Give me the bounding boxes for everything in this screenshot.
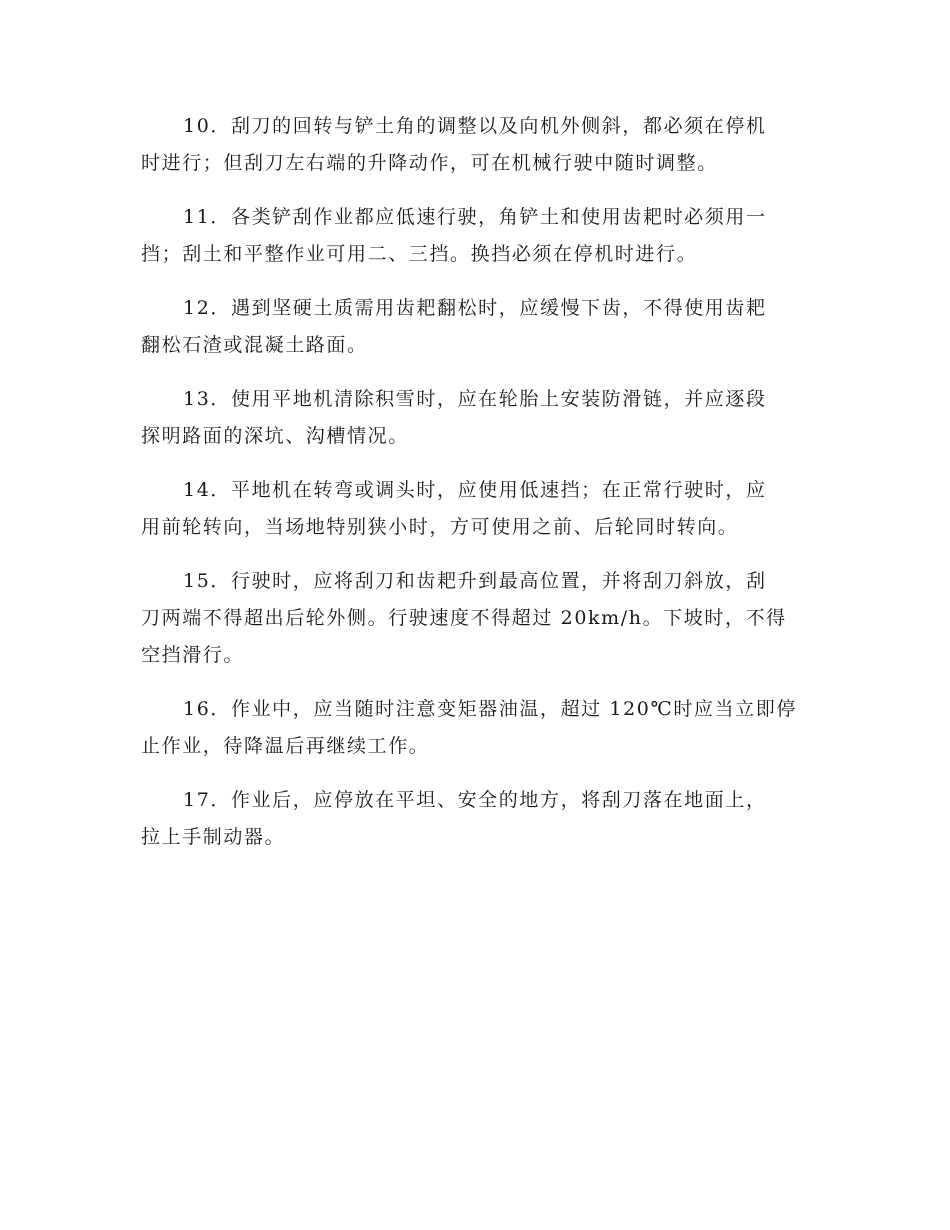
document-body [141,108,813,873]
paragraph-line: 止作业，待降温后再继续工作。 [141,735,430,757]
paragraph-line: 拉上手制动器。 [141,826,286,848]
paragraph-line: 挡；刮土和平整作业可用二、三挡。换挡必须在停机时进行。 [141,243,698,265]
paragraph-line: 17．作业后，应停放在平坦、安全的地方，将刮刀落在地面上， [183,789,767,811]
paragraph-14 [141,472,813,546]
paragraph-line: 16．作业中，应当随时注意变矩器油温，超过 120℃时应当立即停 [183,698,797,720]
paragraph-line: 10．刮刀的回转与铲土角的调整以及向机外侧斜，都必须在停机 [183,115,767,137]
paragraph-line: 12．遇到坚硬土质需用齿耙翻松时，应缓慢下齿，不得使用齿耙 [183,297,767,319]
paragraph-line: 13．使用平地机清除积雪时，应在轮胎上安装防滑链，并应逐段 [183,388,767,410]
paragraph-11 [141,199,813,273]
paragraph-line: 探明路面的深坑、沟槽情况。 [141,425,409,447]
paragraph-12 [141,290,813,364]
paragraph-line: 刀两端不得超出后轮外侧。行驶速度不得超过 20km/h。下坡时，不得 [141,607,787,629]
paragraph-10 [141,108,813,182]
paragraph-line: 15．行驶时，应将刮刀和齿耙升到最高位置，并将刮刀斜放，刮 [183,570,767,592]
paragraph-13 [141,381,813,455]
paragraph-15 [141,563,813,674]
paragraph-line: 翻松石渣或混凝土路面。 [141,334,368,356]
paragraph-line: 时进行；但刮刀左右端的升降动作，可在机械行驶中随时调整。 [141,152,718,174]
paragraph-line: 空挡滑行。 [141,644,245,666]
paragraph-line: 11．各类铲刮作业都应低速行驶，角铲土和使用齿耙时必须用一 [183,206,767,228]
paragraph-line: 14．平地机在转弯或调头时，应使用低速挡；在正常行驶时，应 [183,479,767,501]
paragraph-16 [141,691,813,765]
paragraph-17 [141,782,813,856]
paragraph-line: 用前轮转向，当场地特别狭小时，方可使用之前、后轮同时转向。 [141,516,739,538]
